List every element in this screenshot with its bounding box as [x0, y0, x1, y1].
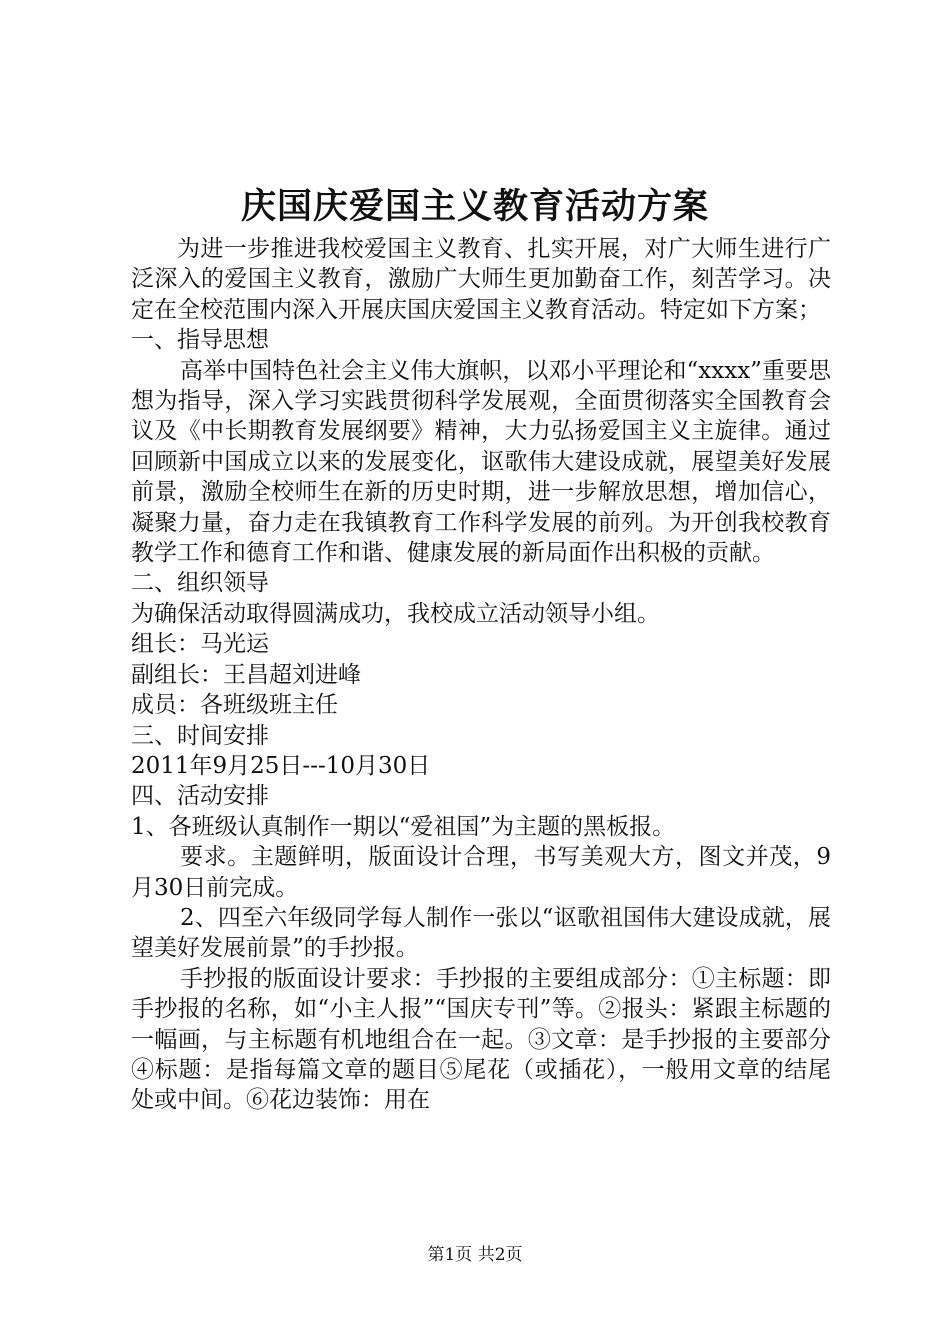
activity-item-1-requirements: 要求。主题鲜明，版面设计合理，书写美观大方，图文并茂，9月30日前完成。	[131, 844, 831, 901]
section-heading-schedule: 三、时间安排	[131, 722, 269, 749]
schedule-dates: 2011年9月25日---10月30日	[131, 752, 431, 779]
deputy-leader-line: 副组长：王昌超刘进峰	[131, 661, 361, 688]
document-title: 庆国庆爱国主义教育活动方案	[240, 186, 709, 227]
members-line: 成员：各班级班主任	[131, 692, 338, 719]
intro-paragraph: 为进一步推进我校爱国主义教育、扎实开展，对广大师生进行广泛深入的爱国主义教育，激励广大师生更加勤奋工作，刻苦学习。决定在全校范围内深入开展庆国庆爱国主义教育活动。特定如下方案；	[131, 236, 831, 323]
section-heading-organization: 二、组织领导	[131, 570, 269, 597]
activity-item-2: 2、四至六年级同学每人制作一张以“讴歌祖国伟大建设成就，展望美好发展前景”的手抄报。	[131, 904, 831, 962]
document-body	[131, 234, 831, 1116]
section-heading-activities: 四、活动安排	[131, 783, 269, 810]
organization-paragraph: 为确保活动取得圆满成功，我校成立活动领导小组。	[131, 600, 660, 627]
page-footer: 第1页 共2页	[427, 1245, 523, 1265]
guiding-thought-paragraph: 高举中国特色社会主义伟大旗帜，以邓小平理论和“xxxx”重要思想为指导，深入学习实践贯彻科学发展观，全面贯彻落实全国教育会议及《中长期教育发展纲要》精神，大力弘扬爱国主义主旋律。通过回顾新中国成立以来的发展变化，讴歌伟大建设成就，展望美好发展前景，激励全校师生在新的历史时期，进一步解放思想，增加信心，凝聚力量，奋力走在我镇教育工作科学发展的前列。为开创我校教育教学工作和德育工作和谐、健康发展的新局面作出积极的贡献。	[131, 357, 831, 567]
section-heading-guiding-thought: 一、指导思想	[131, 327, 269, 354]
handwritten-newspaper-requirements: 手抄报的版面设计要求：手抄报的主要组成部分：①主标题：即手抄报的名称，如“小主人报”“国庆专刊”等。②报头：紧跟主标题的一幅画，与主标题有机地组合在一起。③文章：是手抄报的主要部分④标题：是指每篇文章的题目⑤尾花（或插花），一般用文章的结尾处或中间。⑥花边装饰：用在	[131, 965, 831, 1114]
activity-item-1: 1、各班级认真制作一期以“爱祖国”为主题的黑板报。	[131, 813, 676, 840]
team-leader-line: 组长：马光运	[131, 631, 269, 658]
